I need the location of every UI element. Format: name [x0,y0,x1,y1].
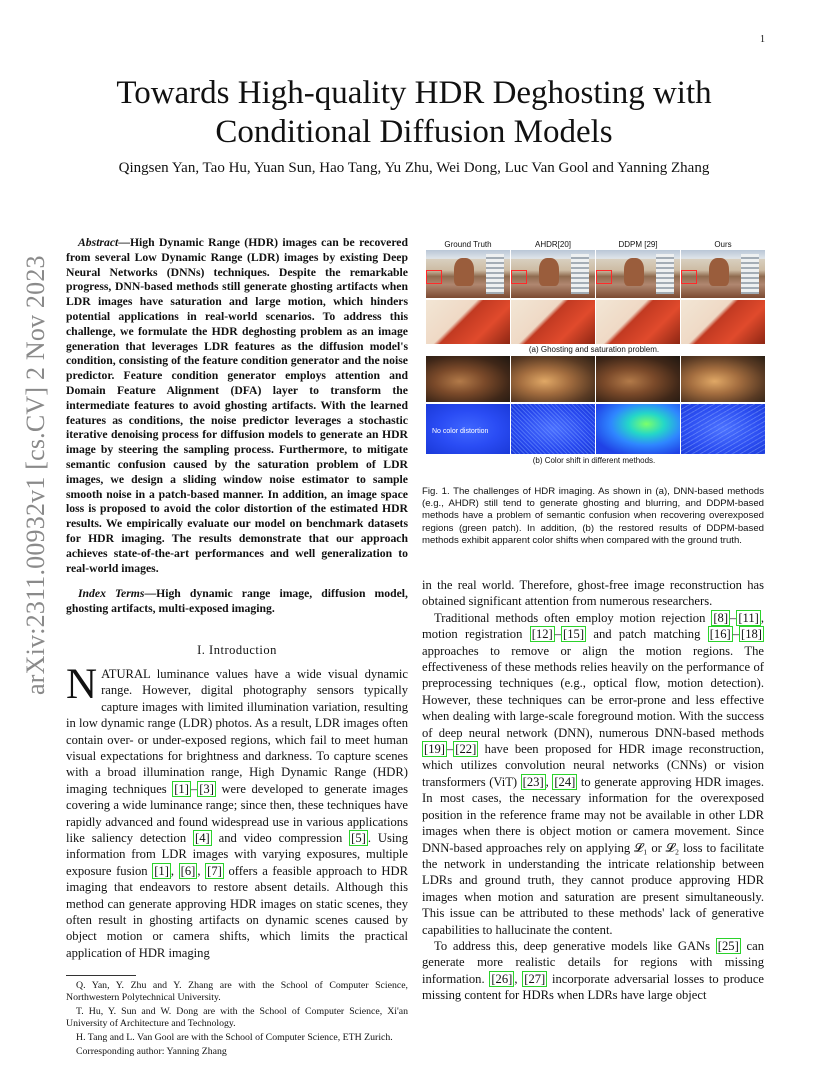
citation-link[interactable]: [26] [491,971,513,986]
index-terms-text: —High dynamic range image, diffusion model, ghosting artifacts, multi-exposed imaging. [66,587,408,616]
figure-column-header: AHDR[20] [534,240,571,249]
citation-link[interactable]: [18] [741,627,762,642]
paragraph-text: – [554,627,562,642]
paragraph-text: , [545,774,553,789]
paragraph-text: To address this, deep generative models like GANs [434,938,716,953]
paragraph-text: incorporate adversarial losses to produce missing content for HDRs when LDRs have large object [422,971,764,1003]
figure-colormap-ddpm [596,404,680,454]
figure-colormap-ahdr [511,404,595,454]
figure-face-ours [681,356,765,402]
figure-image-ahdr [511,250,595,298]
citation-link[interactable]: [8] [713,610,729,625]
paragraph-text: have been proposed for HDR image reconstruction, which utilizes convolution neural networks (CNNs) or vision transformers (ViT) [422,742,764,789]
citation-link[interactable]: [4] [195,830,210,845]
left-column [66,236,408,1060]
paragraph-text: approaches to remove or align the motion regions. The effectiveness of these methods relies heavily on the performance of preprocessing techniques (e.g., optical flow, motion detection). However, these techniques can be error-prone and less effective when dealing with large-scale foreground motion. With the success of deep neural network (DNN), numerous DNN-based methods [422,643,764,740]
intro-text: were developed to generate images covering a wide luminance range; since then, these techniques have rapidly advanced and found widespread use in various applications like saliency detection [66,781,408,845]
intro-text: ATURAL luminance values have a wide visual dynamic range. However, digital photography sensors typically capture images with limited illumination variation, resulting in low dynamic range (LDR) photos. As a result, LDR images often contain over- or under-exposed regions, which fail to meet human visual expectations for brightness and darkness. To capture scenes with a broad illumination range, High Dynamic Range (HDR) imaging techniques [66,666,408,796]
no-color-distortion-label: No color distortion [432,428,489,435]
citation-link[interactable]: [23] [522,774,544,789]
intro-text: . Using information from LDR images with varying exposures, multiple exposure fusion [66,830,409,878]
figure-caption: Fig. 1. The challenges of HDR imaging. As shown in (a), DNN-based methods (e.g., AHDR) still tend to generate ghosting and blurring, and DDPM-based methods have a problem of semantic confusion when recovering overexposed regions (green patch). In addition, (b) the restored results of DDPM-based methods exhibit apparent color shifts when compared with the ground truth. [422,486,764,546]
paragraph-text: can generate more realistic details for regions with missing information. [422,938,764,986]
highlight-box [426,270,442,284]
intro-text: – [190,781,198,796]
intro-text: , [197,863,206,878]
paper-title [0,74,828,152]
citation-link[interactable]: [16] [709,627,731,642]
figure-colormap-ours [681,404,765,454]
figure-crop-ours [681,300,765,344]
right-column [422,577,764,1004]
footnote: H. Tang and L. Van Gool are with the School of Computer Science, ETH Zurich. [76,1032,393,1044]
abstract-lead: Abstract [78,236,119,249]
citation-link[interactable]: [24] [554,774,576,789]
arxiv-identifier-stamp: arXiv:2311.00932v1 [cs.CV] 2 Nov 2023 [21,255,50,695]
introduction-paragraph [66,660,409,961]
footnote: Corresponding author: Yanning Zhang [76,1046,227,1058]
section-heading-introduction: I. Introduction [197,642,277,657]
figure-subcaption-b: (b) Color shift in different methods. [532,456,656,465]
citation-link[interactable]: [22] [455,742,477,757]
citation-link[interactable]: [11] [738,610,759,625]
figure-crop-ground-truth [426,300,510,344]
intro-text: offers a feasible approach to HDR imaging that endeavors to restore absent details. Although this method can generate approving HDR images on static scenes, they often result in ghosting artifacts on dynamic scenes caused by object motion or camera shifts, which limits the practical application of HDR imaging [66,863,409,960]
paragraph-text: – [446,742,454,757]
figure-image-ground-truth [426,250,510,298]
title-line-1: Towards High-quality HDR Deghosting with [116,75,712,111]
footnotes [66,980,408,1058]
citation-link[interactable]: [12] [531,627,553,642]
abstract [66,236,408,576]
abstract-text: —High Dynamic Range (HDR) images can be recovered from several Low Dynamic Range (LDR) images by existing Deep Neural Networks (DNNs) techniques. Despite the remarkable progress, DNN-based methods still generate ghosting artifacts when LDR images have saturation and large motion, which hinders potential applications in real-world scenarios. To address this challenge, we formulate the HDR deghosting problem as an image generation that leverages LDR features as the diffusion model's condition, consisting of the feature condition generator and the noise predictor. Feature condition generator employs attention and Domain Feature Alignment (DFA) layer to transform the intermediate features to avoid ghosting artifacts. With the learned features as conditions, the noise predictor leverages a stochastic iterative denoising process for diffusion models to generate an HDR image by steering the sampling process. Furthermore, to mitigate semantic confusion caused by the saturation problem of LDR images, we design a sliding window noise estimator to sample smooth noise in a patch-based manner. In addition, an image space loss is proposed to avoid the color distortion of the estimated HDR results. We empirically evaluate our model on benchmark datasets for HDR imaging. The results demonstrate that our approach achieves state-of-the-art performances and well generalization to real-world images. [66,236,408,575]
index-terms [66,587,408,617]
figure-crop-ddpm [596,300,680,344]
paragraph [422,938,764,1004]
citation-link[interactable]: [7] [207,863,222,878]
title-line-2: Conditional Diffusion Models [215,114,613,150]
citation-link[interactable]: [27] [524,971,546,986]
paragraph-text: , [514,971,523,986]
paragraph-text: – [730,610,737,625]
citation-link[interactable]: [15] [563,627,585,642]
author-list: Qingsen Yan, Tao Hu, Yuan Sun, Hao Tang, Yu Zhu, Wei Dong, Luc Van Gool and Yanning Zhang [118,160,710,176]
figure-column-header: Ours [714,240,732,249]
paragraph-text: to generate approving HDR images. In most cases, the necessary information for the overexposed position in the reference frame may not be available in other LDR images when there is object motion or camera movement. Since DNN-based approaches rely on applying 𝓛₁ or 𝓛₂ loss to facilitate the network in understanding the intricate relationship between LDRs and ground truth, they cannot produce approving HDR images when motion and saturation are present simultaneously. This issue can be attributed to these methods' lack of generative capabilities to hallucinate the content. [422,774,764,937]
figure-image-ddpm [596,250,680,298]
highlight-box [681,270,697,284]
citation-link[interactable]: [5] [351,830,366,845]
citation-link[interactable]: [1] [154,863,169,878]
figure-crop-ahdr [511,300,595,344]
figure-face-ahdr [511,356,595,402]
index-terms-lead: Index Terms [78,587,145,601]
figure-face-ddpm [596,356,680,402]
figure-column-header: Ground Truth [444,240,492,249]
citation-link[interactable]: [19] [424,742,445,757]
footnote: T. Hu, Y. Sun and W. Dong are with the School of Computer Science, Xi'an University of Architecture and Technology. [66,1006,408,1030]
highlight-box [511,270,527,284]
paragraph-text: Traditional methods often employ motion rejection [434,610,712,625]
paragraph [422,610,764,938]
page-number: 1 [760,34,765,45]
figure-1 [424,240,764,468]
intro-text: , [170,863,179,878]
citation-link[interactable]: [6] [180,863,196,878]
citation-link[interactable]: [3] [199,781,214,796]
highlight-box [596,270,612,284]
intro-text: and video compression [211,830,350,845]
figure-face-ground-truth [426,356,510,402]
paragraph: in the real world. Therefore, ghost-free image reconstruction has obtained significant attention from numerous researchers. [422,578,764,609]
footnote-divider [66,975,136,976]
dropcap: N [66,660,98,708]
footnote: Q. Yan, Y. Zhu and Y. Zhang are with the School of Computer Science, Northwestern Polytechnical University. [66,980,408,1004]
figure-colormap-ground-truth [426,404,510,454]
citation-link[interactable]: [1] [174,781,189,796]
paragraph-text: , motion registration [422,610,764,642]
figure-column-header: DDPM [29] [618,240,658,249]
citation-link[interactable]: [25] [717,938,739,953]
figure-subcaption-a: (a) Ghosting and saturation problem. [528,345,660,354]
paragraph-text: – [732,627,740,642]
paragraph-text: and patch matching [586,627,708,642]
figure-image-ours [681,250,765,298]
